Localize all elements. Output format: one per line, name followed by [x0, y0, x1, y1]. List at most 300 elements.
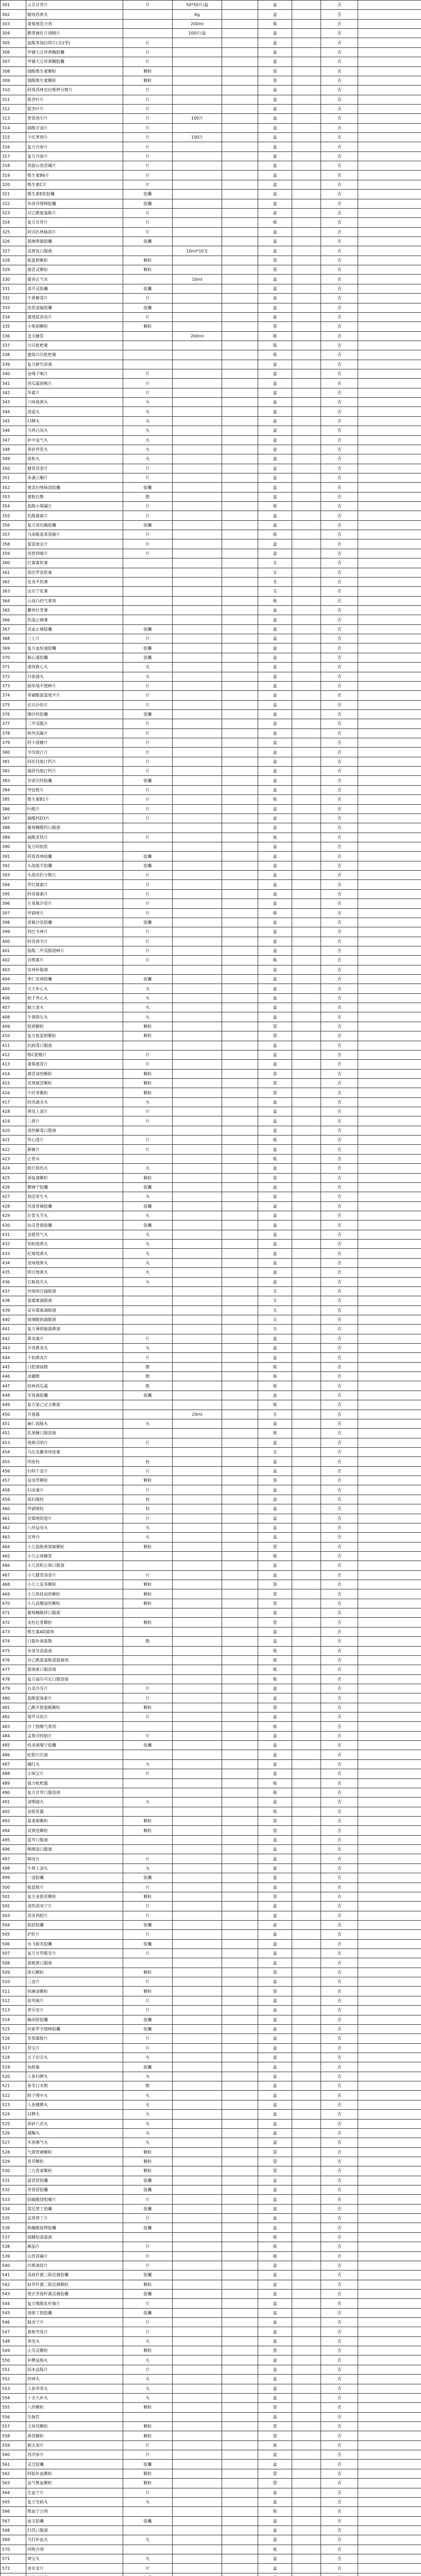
drug-name-cell: 小儿健胃消食片 [26, 1570, 123, 1580]
dosage-form-cell: 颗粒 [123, 265, 173, 275]
drug-name-cell: 三金片 [26, 1977, 123, 1987]
grade-cell [358, 1126, 421, 1135]
quantity-cell [222, 1570, 258, 1580]
table-row [1, 236, 421, 246]
dosage-form-cell: 片 [123, 2043, 173, 2053]
specification-cell [173, 1362, 222, 1371]
table-row [1, 47, 421, 57]
grade-cell [358, 1911, 421, 1920]
table-row [1, 416, 421, 426]
ratio-cell [292, 2242, 321, 2251]
specification-cell [173, 795, 222, 804]
otc-flag-cell: 否 [321, 748, 358, 757]
specification-cell [173, 2289, 222, 2298]
otc-flag-cell: 否 [321, 2043, 358, 2053]
otc-flag-cell: 否 [321, 416, 358, 426]
drug-name-cell: 口腔溃疡散 [26, 1362, 123, 1371]
quantity-cell [222, 2488, 258, 2497]
row-number-cell: 309 [1, 76, 26, 85]
table-row [1, 899, 421, 908]
dosage-form-cell: 丸 [123, 1192, 173, 1201]
ratio-cell [292, 700, 321, 709]
grade-cell [358, 918, 421, 927]
dosage-form-cell [123, 29, 173, 38]
ratio-cell [292, 483, 321, 492]
otc-flag-cell: 否 [321, 1182, 358, 1192]
drug-name-cell: 西洋参片 [26, 2450, 123, 2460]
dosage-form-cell [123, 842, 173, 851]
ratio-cell [292, 549, 321, 558]
specification-cell [173, 1447, 222, 1456]
ratio-cell [292, 1977, 321, 1987]
grade-cell [358, 1599, 421, 1608]
drug-name-cell: 辛夷鼻炎丸 [26, 1344, 123, 1353]
drug-name-cell: 三七片 [26, 634, 123, 643]
table-row [1, 757, 421, 766]
quantity-cell [222, 1164, 258, 1173]
row-number-cell: 492 [1, 1807, 26, 1816]
row-number-cell: 406 [1, 993, 26, 1003]
row-number-cell: 304 [1, 29, 26, 38]
unit-cell: 支 [258, 1410, 292, 1419]
otc-flag-cell: 否 [321, 1778, 358, 1788]
ratio-cell [292, 1580, 321, 1589]
row-number-cell: 499 [1, 1873, 26, 1883]
quantity-cell [222, 1182, 258, 1192]
dosage-form-cell: 片 [123, 814, 173, 823]
dosage-form-cell: 颗粒 [123, 1618, 173, 1627]
drug-name-cell: 缬沙坦胶囊 [26, 709, 123, 719]
otc-flag-cell: 否 [321, 2195, 358, 2204]
row-number-cell: 496 [1, 1845, 26, 1854]
row-number-cell: 520 [1, 2072, 26, 2081]
ratio-cell [292, 587, 321, 596]
specification-cell [173, 653, 222, 662]
unit-cell: 袋 [258, 1580, 292, 1589]
ratio-cell [292, 294, 321, 303]
quantity-cell [222, 1996, 258, 2005]
ratio-cell [292, 180, 321, 189]
ratio-cell [292, 1258, 321, 1267]
drug-name-cell: 复方丹参片 [26, 142, 123, 151]
otc-flag-cell: 否 [321, 814, 358, 823]
quantity-cell [222, 246, 258, 256]
row-number-cell: 350 [1, 464, 26, 473]
unit-cell: 盒 [258, 1438, 292, 1447]
unit-cell: 盒 [258, 1192, 292, 1201]
otc-flag-cell: 否 [321, 1542, 358, 1551]
row-number-cell: 555 [1, 2403, 26, 2412]
drug-name-cell: 痔疮栓 [26, 1457, 123, 1466]
otc-flag-cell: 否 [321, 663, 358, 672]
quantity-cell [222, 1211, 258, 1221]
unit-cell: 盒 [258, 1182, 292, 1192]
row-number-cell: 379 [1, 738, 26, 748]
drug-name-cell: 腰痛宁胶囊 [26, 1182, 123, 1192]
otc-flag-cell: 否 [321, 2015, 358, 2024]
unit-cell: 盒 [258, 416, 292, 426]
dosage-form-cell: 片 [123, 1116, 173, 1126]
dosage-form-cell: 片 [123, 1883, 173, 1892]
otc-flag-cell: 否 [321, 2441, 358, 2450]
unit-cell: 盒 [258, 1457, 292, 1466]
drug-name-cell: 四神丸 [26, 2375, 123, 2384]
ratio-cell [292, 2336, 321, 2346]
row-number-cell: 533 [1, 2195, 26, 2204]
unit-cell: 瓶 [258, 341, 292, 350]
table-row [1, 719, 421, 728]
otc-flag-cell: 否 [321, 1873, 358, 1883]
grade-cell [358, 1958, 421, 1968]
dosage-form-cell: 胶囊 [123, 190, 173, 199]
row-number-cell: 410 [1, 1031, 26, 1041]
specification-cell [173, 1012, 222, 1022]
unit-cell: 盒 [258, 369, 292, 379]
otc-flag-cell: 否 [321, 1201, 358, 1211]
ratio-cell [292, 151, 321, 161]
dosage-form-cell: 片 [123, 218, 173, 227]
row-number-cell: 472 [1, 1618, 26, 1627]
table-row [1, 1902, 421, 1911]
ratio-cell [292, 171, 321, 180]
drug-name-cell: 壮骨关节丸 [26, 1211, 123, 1221]
drug-name-cell: 仙灵骨葆胶囊 [26, 1221, 123, 1230]
table-row [1, 2091, 421, 2100]
ratio-cell [292, 1741, 321, 1750]
row-number-cell: 399 [1, 927, 26, 937]
quantity-cell [222, 1778, 258, 1788]
row-number-cell: 438 [1, 1296, 26, 1306]
quantity-cell [222, 2024, 258, 2033]
table-row [1, 1391, 421, 1400]
ratio-cell [292, 2516, 321, 2526]
otc-flag-cell: 否 [321, 445, 358, 454]
quantity-cell [222, 530, 258, 539]
ratio-cell [292, 2488, 321, 2497]
grade-cell [358, 1996, 421, 2005]
row-number-cell: 387 [1, 814, 26, 823]
row-number-cell: 559 [1, 2441, 26, 2450]
specification-cell [173, 208, 222, 217]
quantity-cell [222, 379, 258, 388]
table-row [1, 643, 421, 653]
row-number-cell: 434 [1, 1258, 26, 1267]
specification-cell [173, 1920, 222, 1929]
quantity-cell [222, 2232, 258, 2242]
dosage-form-cell: 片 [123, 133, 173, 142]
unit-cell: 支 [258, 1325, 292, 1334]
dosage-form-cell: 片 [123, 38, 173, 47]
dosage-form-cell: 胶囊 [123, 2289, 173, 2298]
table-row [1, 2176, 421, 2185]
otc-flag-cell: 否 [321, 151, 358, 161]
dosage-form-cell: 胶囊 [123, 776, 173, 785]
dosage-form-cell: 颗粒 [123, 1580, 173, 1589]
dosage-form-cell: 片 [123, 530, 173, 539]
row-number-cell: 362 [1, 577, 26, 586]
grade-cell [358, 2091, 421, 2100]
row-number-cell: 471 [1, 1608, 26, 1618]
unit-cell: 盒 [258, 757, 292, 766]
unit-cell: 盒 [258, 312, 292, 321]
specification-cell [173, 643, 222, 653]
specification-cell: 10ml*10支 [173, 246, 222, 256]
grade-cell [358, 171, 421, 180]
ratio-cell [292, 2024, 321, 2033]
ratio-cell [292, 1097, 321, 1107]
ratio-cell [292, 1902, 321, 1911]
ratio-cell [292, 2431, 321, 2441]
row-number-cell: 447 [1, 1381, 26, 1391]
specification-cell [173, 1277, 222, 1286]
ratio-cell [292, 2053, 321, 2062]
unit-cell: 盒 [258, 1873, 292, 1883]
quantity-cell [222, 1069, 258, 1078]
unit-cell: 盒 [258, 1145, 292, 1154]
grade-cell [358, 956, 421, 965]
unit-cell: 盒 [258, 814, 292, 823]
row-number-cell: 319 [1, 171, 26, 180]
ratio-cell [292, 2204, 321, 2213]
specification-cell [173, 57, 222, 66]
table-row [1, 1599, 421, 1608]
grade-cell [358, 1504, 421, 1514]
table-row [1, 549, 421, 558]
drug-name-cell: 桂林西瓜霜 [26, 1381, 123, 1391]
drug-name-cell: 烟酸维生素颗粒 [26, 66, 123, 76]
ratio-cell [292, 2573, 321, 2576]
table-row [1, 1618, 421, 1627]
ratio-cell [292, 322, 321, 331]
quantity-cell [222, 1400, 258, 1410]
specification-cell [173, 303, 222, 312]
ratio-cell [292, 1334, 321, 1343]
unit-cell: 瓶 [258, 2232, 292, 2242]
unit-cell: 盒 [258, 236, 292, 246]
row-number-cell: 491 [1, 1798, 26, 1807]
quantity-cell [222, 643, 258, 653]
ratio-cell [292, 502, 321, 511]
unit-cell: 瓶 [258, 19, 292, 28]
specification-cell [173, 672, 222, 681]
row-number-cell: 388 [1, 823, 26, 833]
otc-flag-cell: 否 [321, 975, 358, 984]
table-row [1, 294, 421, 303]
otc-flag-cell: 否 [321, 2072, 358, 2081]
dosage-form-cell: 颗粒 [123, 2431, 173, 2441]
drug-name-cell: 蛇胆川贝液 [26, 1750, 123, 1759]
unit-cell: 支 [258, 558, 292, 568]
unit-cell: 盒 [258, 1769, 292, 1778]
grade-cell [358, 1759, 421, 1769]
ratio-cell [292, 1826, 321, 1835]
row-number-cell: 334 [1, 312, 26, 321]
table-row [1, 937, 421, 946]
unit-cell: 盒 [258, 719, 292, 728]
dosage-form-cell: 丸 [123, 407, 173, 416]
specification-cell [173, 2006, 222, 2015]
specification-cell [173, 530, 222, 539]
table-row [1, 2318, 421, 2327]
table-row [1, 728, 421, 738]
table-row [1, 681, 421, 690]
specification-cell [173, 1684, 222, 1693]
grade-cell [358, 946, 421, 955]
ratio-cell [292, 1627, 321, 1636]
otc-flag-cell: 否 [321, 1939, 358, 1948]
ratio-cell [292, 454, 321, 464]
dosage-form-cell: 颗粒 [123, 1987, 173, 1996]
table-row [1, 2573, 421, 2576]
otc-flag-cell: 否 [321, 1466, 358, 1476]
specification-cell [173, 1419, 222, 1428]
dosage-form-cell [123, 568, 173, 577]
dosage-form-cell: 片 [123, 728, 173, 738]
drug-name-cell: 风湿骨痛胶囊 [26, 1201, 123, 1211]
dosage-form-cell: 丸 [123, 1249, 173, 1258]
table-row [1, 2128, 421, 2138]
dosage-form-cell: 颗粒 [123, 2346, 173, 2355]
dosage-form-cell: 片 [123, 123, 173, 132]
drug-name-cell: 维生素AD滴剂 [26, 1627, 123, 1636]
ratio-cell [292, 2034, 321, 2043]
unit-cell: 盒 [258, 1533, 292, 1542]
quantity-cell [222, 700, 258, 709]
ratio-cell [292, 407, 321, 416]
drug-name-cell: 达克宁乳膏 [26, 587, 123, 596]
row-number-cell: 353 [1, 492, 26, 501]
specification-cell [173, 1987, 222, 1996]
dosage-form-cell: 片 [123, 956, 173, 965]
drug-name-cell: 杞菊地黄丸 [26, 1249, 123, 1258]
table-row [1, 435, 421, 445]
row-number-cell: 490 [1, 1788, 26, 1797]
grade-cell [358, 1883, 421, 1892]
dosage-form-cell: 片 [123, 86, 173, 95]
ratio-cell [292, 275, 321, 284]
dosage-form-cell [123, 1655, 173, 1665]
quantity-cell [222, 2242, 258, 2251]
row-number-cell: 333 [1, 303, 26, 312]
ratio-cell [292, 1561, 321, 1570]
drug-name-cell: 清开灵胶囊 [26, 284, 123, 293]
quantity-cell [222, 2100, 258, 2109]
table-row [1, 558, 421, 568]
ratio-cell [292, 2006, 321, 2015]
drug-name-cell: 普萘洛尔片 [26, 114, 123, 123]
drug-name-cell: 枣仁安神胶囊 [26, 975, 123, 984]
dosage-form-cell: 丸 [123, 663, 173, 672]
row-number-cell: 351 [1, 473, 26, 482]
dosage-form-cell: 片 [123, 2242, 173, 2251]
unit-cell: 盒 [258, 1996, 292, 2005]
otc-flag-cell: 否 [321, 1258, 358, 1267]
table-row [1, 1674, 421, 1684]
specification-cell [173, 454, 222, 464]
drug-name-cell: 牛黄上清丸 [26, 1863, 123, 1873]
drug-name-cell: 法莫替丁片 [26, 2214, 123, 2223]
unit-cell: 盒 [258, 464, 292, 473]
specification-cell [173, 889, 222, 899]
row-number-cell: 486 [1, 1750, 26, 1759]
drug-name-cell: 五子衍宗丸 [26, 2053, 123, 2062]
table-row [1, 1693, 421, 1703]
quantity-cell [222, 2365, 258, 2374]
row-number-cell: 505 [1, 1930, 26, 1939]
otc-flag-cell: 否 [321, 2176, 358, 2185]
ratio-cell [292, 1589, 321, 1599]
dosage-form-cell: 片 [123, 161, 173, 171]
quantity-cell [222, 937, 258, 946]
dosage-form-cell: 散 [123, 2081, 173, 2091]
unit-cell: 瓶 [258, 331, 292, 341]
row-number-cell: 552 [1, 2375, 26, 2384]
quantity-cell [222, 1126, 258, 1135]
ratio-cell [292, 142, 321, 151]
quantity-cell [222, 1608, 258, 1618]
row-number-cell: 315 [1, 133, 26, 142]
dosage-form-cell: 胶囊 [123, 975, 173, 984]
table-row [1, 388, 421, 397]
row-number-cell: 305 [1, 38, 26, 47]
drug-name-cell: 双黄连颗粒 [26, 1826, 123, 1835]
specification-cell [173, 615, 222, 624]
drug-name-cell: 银杏叶片 [26, 104, 123, 113]
row-number-cell: 413 [1, 1060, 26, 1069]
ratio-cell [292, 227, 321, 236]
table-row [1, 2251, 421, 2261]
quantity-cell [222, 1542, 258, 1551]
drug-name-cell: 三黄片 [26, 1116, 123, 1126]
unit-cell: 盒 [258, 918, 292, 927]
drug-name-cell: 午时茶颗粒 [26, 1088, 123, 1097]
dosage-form-cell: 胶囊 [123, 483, 173, 492]
otc-flag-cell: 否 [321, 776, 358, 785]
row-number-cell: 311 [1, 95, 26, 104]
otc-flag-cell: 否 [321, 1996, 358, 2005]
unit-cell: 盒 [258, 2091, 292, 2100]
quantity-cell [222, 1722, 258, 1731]
specification-cell [173, 2573, 222, 2576]
grade-cell [358, 1249, 421, 1258]
table-row [1, 1854, 421, 1863]
quantity-cell [222, 1362, 258, 1371]
table-row [1, 2147, 421, 2157]
row-number-cell: 345 [1, 416, 26, 426]
table-row [1, 1069, 421, 1078]
row-number-cell: 449 [1, 1400, 26, 1410]
unit-cell: 盒 [258, 473, 292, 482]
table-row [1, 2384, 421, 2393]
otc-flag-cell: 否 [321, 2119, 358, 2128]
table-row [1, 1769, 421, 1778]
ratio-cell [292, 1372, 321, 1381]
otc-flag-cell: 否 [321, 2223, 358, 2232]
row-number-cell: 546 [1, 2318, 26, 2327]
specification-cell [173, 691, 222, 700]
row-number-cell: 340 [1, 369, 26, 379]
unit-cell: 盒 [258, 2062, 292, 2072]
drug-name-cell: 千柏鼻炎片 [26, 1353, 123, 1362]
grade-cell [358, 1693, 421, 1703]
ratio-cell [292, 1788, 321, 1797]
drug-name-cell: 归芪口服液 [26, 2526, 123, 2535]
otc-flag-cell: 否 [321, 2450, 358, 2460]
drug-name-cell: 玉屏风颗粒 [26, 2422, 123, 2431]
otc-flag-cell: 否 [321, 322, 358, 331]
unit-cell: 盒 [258, 208, 292, 217]
ratio-cell [292, 918, 321, 927]
